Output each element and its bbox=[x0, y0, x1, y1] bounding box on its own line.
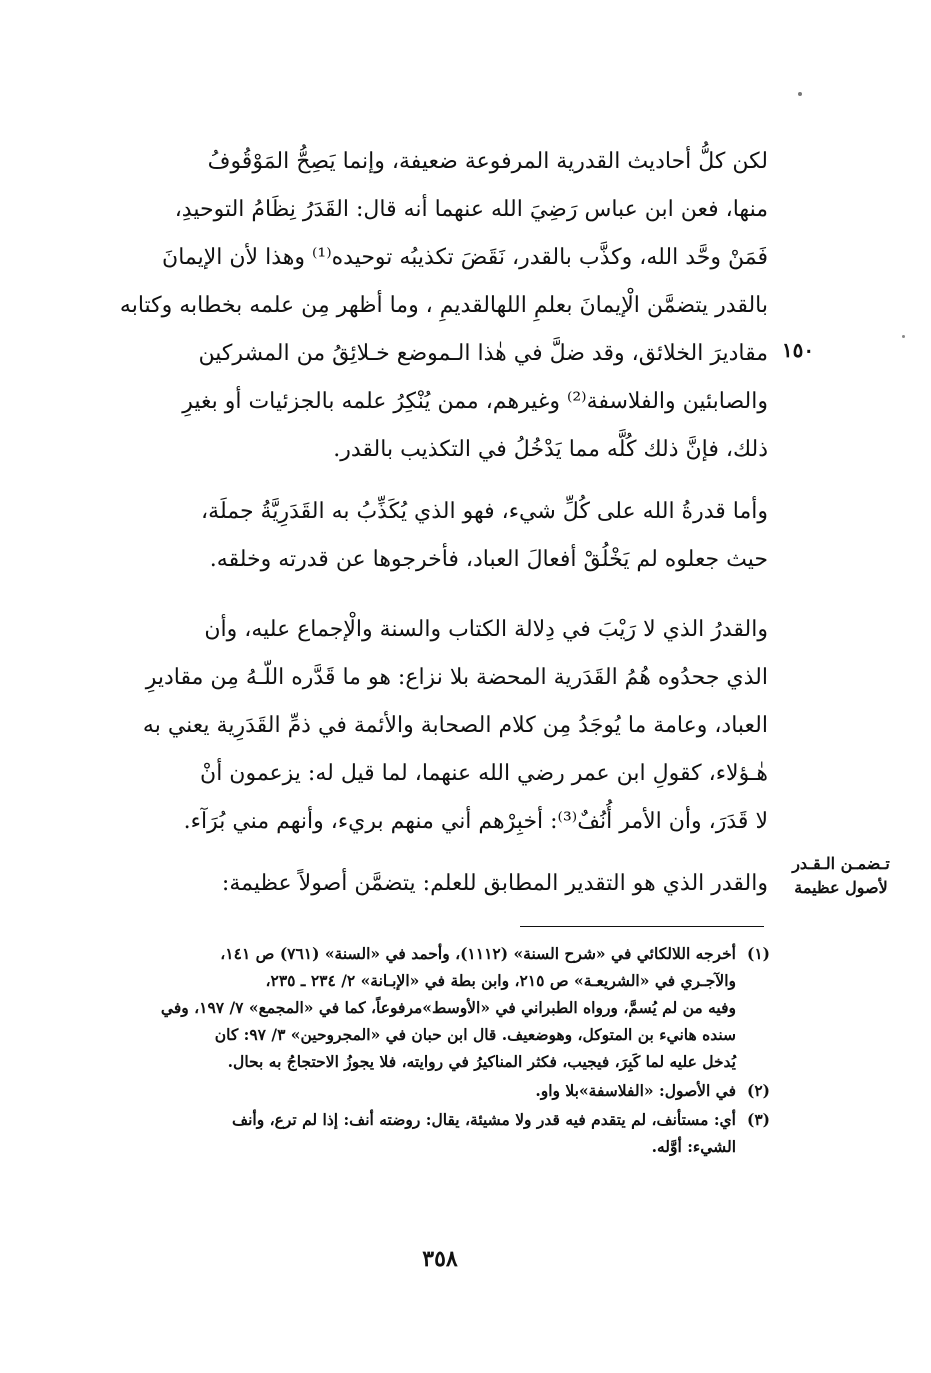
footnote-number: (١) bbox=[746, 944, 770, 963]
text-line: بالقدر يتضمَّن الْإيمانَ بعلمِ اللهالقديمِ ، وما أظهر مِن علمه بخطابه وكتابه bbox=[119, 293, 768, 318]
paragraph-1 bbox=[90, 138, 768, 474]
text-line: منها، فعن ابن عباس رَضِيَ الله عنهما أنه قال: القَدَرُ نِظَامُ التوحيدِ، bbox=[174, 197, 768, 222]
text-line: والقدر الذي هو التقدير المطابق للعلم: يتضمَّن أصولاً عظيمة: bbox=[221, 871, 768, 896]
scan-speck bbox=[798, 92, 802, 96]
side-heading bbox=[782, 852, 900, 900]
paragraph-3 bbox=[90, 606, 768, 846]
text-line: حيث جعلوه لم يَخْلُقْ أفعالَ العباد، فأخرجوها عن قدرته وخلقه. bbox=[209, 547, 768, 572]
footnote-number: (٣) bbox=[746, 1110, 770, 1129]
margin-line-number: ١٥٠ bbox=[781, 338, 815, 362]
text-line: وأما قدرةُ الله على كُلِّ شيء، فهو الذي يُكَذِّبُ به القَدَرِيَّةُ جملَة، bbox=[201, 499, 768, 524]
paragraph-gap bbox=[90, 846, 768, 860]
text-line: ذلك، فإنَّ ذلك كُلَّه مما يَدْخُلُ في التكذيب بالقدر. bbox=[333, 437, 768, 462]
paragraph-4 bbox=[90, 860, 768, 908]
footnote-divider bbox=[520, 926, 764, 927]
footnotes bbox=[90, 940, 770, 1162]
footnote-line: سنده هانيء بن المتوكل، وهوضعيف. قال ابن حبان في «المجروحين» ٣/ ٩٧: كان bbox=[214, 1025, 736, 1044]
text-line: هٰـؤلاء، كقولِ ابن عمر رضي الله عنهما، لما قيل له: يزعمون أنْ bbox=[200, 761, 768, 786]
footnote-line: الشيء: أوَّله. bbox=[651, 1137, 736, 1156]
footnote-line: يُدخل عليه لما كَبِرَ، فيجيب، فكثر المناكيرُ في روايته، فلا يجوزُ الاحتجاجُ به بحال. bbox=[227, 1052, 736, 1071]
text-line: لا قَدَرَ، وأن الأمر أُنُفٌ⁽³⁾: أخبِرْهم أني منهم بريء، وأنهم مني بُرَآء. bbox=[183, 809, 768, 834]
page-number: ٣٥٨ bbox=[422, 1246, 458, 1272]
text-line: فَمَنْ وحَّد الله، وكذَّب بالقدر، نَقَضَ تكذيبُه توحيده⁽¹⁾ وهذا لأن الإيمانَ bbox=[162, 245, 768, 270]
side-heading-line: تـضمـن الـقـدر bbox=[792, 854, 890, 873]
side-heading-line: لأصول عظيمة bbox=[794, 878, 888, 897]
footnote-line bbox=[90, 940, 770, 967]
text-line: والقدرُ الذي لا رَيْبَ في دِلالة الكتاب والسنة والْإجماع عليه، وأن bbox=[204, 617, 768, 642]
footnote-1 bbox=[90, 940, 770, 1075]
footnote-number: (٢) bbox=[746, 1081, 770, 1100]
paragraph-gap bbox=[90, 474, 768, 488]
text-line: لكن كلُّ أحاديث القدرية المرفوعة ضعيفة، وإنما يَصِحُّ المَوْقُوفُ bbox=[207, 149, 768, 174]
text-line: والصابئين والفلاسفة⁽²⁾ وغيرهم، ممن يُنْكِرُ علمه بالجزئيات أو بغيرِ bbox=[182, 389, 768, 414]
paragraph-gap bbox=[90, 584, 768, 606]
footnote-text: أي: مستأنف، لم يتقدم فيه قدر ولا مشيئة، يقال: روضته أنف: إذا لم ترع، وأنف bbox=[232, 1110, 736, 1129]
text-line: العباد، وعامة ما يُوجَدُ مِن كلام الصحابة والأئمة في ذمِّ القَدَرِية يعني به bbox=[142, 713, 768, 738]
text-line: مقاديرَ الخلائق، وقد ضلَّ في هٰذا الـموضع خـلائِقُ من المشركين bbox=[198, 341, 768, 366]
paragraph-2 bbox=[90, 488, 768, 584]
footnote-line: وفيه من لم يُسمَّ، ورواه الطبراني في «الأوسط»مرفوعاً، كما في «المجمع» ٧/ ١٩٧، وفي bbox=[160, 998, 736, 1017]
footnote-2 bbox=[90, 1077, 770, 1104]
scan-speck bbox=[902, 335, 905, 338]
footnote-line bbox=[90, 1106, 770, 1133]
main-text bbox=[90, 138, 768, 908]
footnote-text: في الأصول: «الفلاسفة»بلا واو. bbox=[535, 1081, 736, 1100]
footnote-3 bbox=[90, 1106, 770, 1160]
footnote-text: أخرجه اللالكائي في «شرح السنة» (١١١٢)، وأحمد في «السنة» (٧٦١) ص ١٤١، bbox=[220, 944, 736, 963]
footnote-line: والآجـري في «الشريعـة» ص ٢١٥، وابن بطة في «الإبـانة» ٢/ ٢٣٤ ـ ٢٣٥، bbox=[265, 971, 736, 990]
footnote-line bbox=[90, 1077, 770, 1104]
text-line: الذي جحدُوه هُمُ القَدَرية المحضة بلا نزاع: هو ما قَدَّره اللّـهُ مِن مقاديرِ bbox=[145, 665, 768, 690]
